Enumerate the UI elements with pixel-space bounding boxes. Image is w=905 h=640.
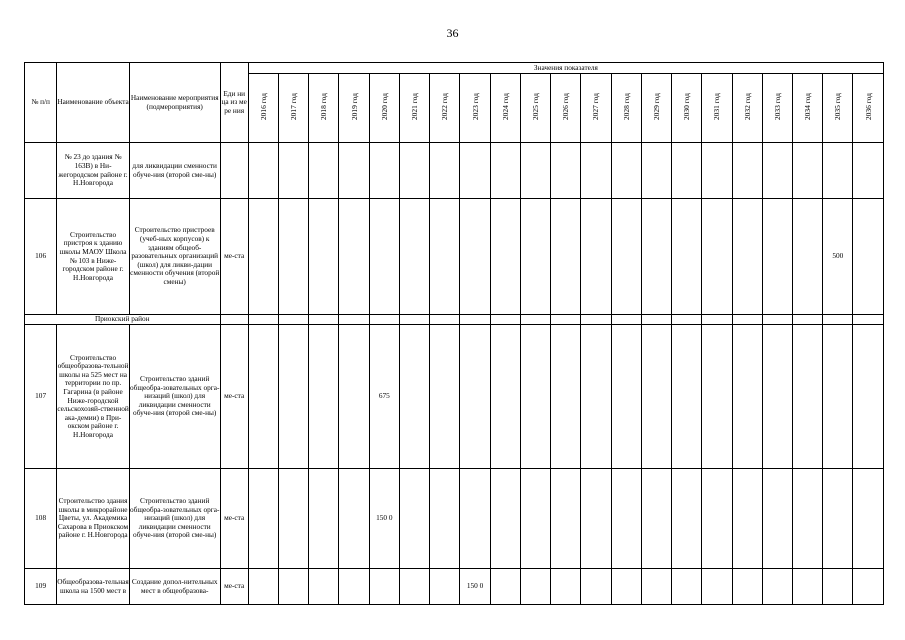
- value-cell: [793, 469, 823, 569]
- empty-cell: [460, 315, 490, 325]
- value-cell: [460, 143, 490, 199]
- empty-cell: [581, 315, 611, 325]
- value-cell: [853, 469, 884, 569]
- value-cell: [369, 143, 399, 199]
- header-year: [369, 74, 399, 143]
- empty-cell: [279, 315, 309, 325]
- header-year-label: 2023 год: [470, 93, 480, 121]
- activity-name: Строительство пристроев (учеб-ных корпусов) к зданиям общеоб-разовательных организаций (школ) для ликви-дации сменности обучения (второй смены): [129, 199, 220, 315]
- value-cell: [248, 469, 278, 569]
- page-number: 36: [446, 26, 459, 40]
- object-name: Общеобразова-тельная школа на 1500 мест в: [57, 569, 130, 605]
- value-cell: [399, 469, 429, 569]
- value-cell: [762, 569, 792, 605]
- value-cell: [309, 143, 339, 199]
- value-cell: 675: [369, 325, 399, 469]
- value-cell: [672, 325, 702, 469]
- header-year: [309, 74, 339, 143]
- header-year-label: 2034 год: [803, 93, 813, 121]
- empty-cell: [248, 315, 278, 325]
- empty-cell: [762, 315, 792, 325]
- value-cell: [611, 469, 641, 569]
- header-year: [460, 74, 490, 143]
- value-cell: [551, 325, 581, 469]
- unit-cell: ме-ста: [220, 569, 248, 605]
- value-cell: [520, 143, 550, 199]
- value-cell: [672, 143, 702, 199]
- value-cell: [490, 199, 520, 315]
- table-row: [25, 199, 884, 315]
- value-cell: [672, 569, 702, 605]
- table-row: [25, 469, 884, 569]
- value-cell: [611, 325, 641, 469]
- header-object: Наименование объекта: [57, 63, 130, 143]
- header-year: [762, 74, 792, 143]
- header-year: [551, 74, 581, 143]
- value-cell: [853, 325, 884, 469]
- value-cell: [793, 325, 823, 469]
- value-cell: [581, 469, 611, 569]
- header-year-label: 2033 год: [772, 93, 782, 121]
- value-cell: [702, 143, 732, 199]
- header-values-title: Значения показателя: [248, 63, 883, 74]
- value-cell: [551, 199, 581, 315]
- unit-cell: [220, 143, 248, 199]
- unit-cell: ме-ста: [220, 325, 248, 469]
- header-year-label: 2031 год: [712, 93, 722, 121]
- header-year: [702, 74, 732, 143]
- object-name: Строительство здания школы в микрорайоне Цветы, ул. Академика Сахарова в Приокском районе г. Н.Новгорода: [57, 469, 130, 569]
- header-year: [248, 74, 278, 143]
- header-unit: Еди ни ца из ме ре ния: [220, 63, 248, 143]
- empty-cell: [399, 315, 429, 325]
- value-cell: [279, 569, 309, 605]
- header-year-label: 2024 год: [500, 93, 510, 121]
- header-year: [430, 74, 460, 143]
- value-cell: [793, 199, 823, 315]
- header-year: [399, 74, 429, 143]
- header-year: [581, 74, 611, 143]
- header-year-label: 2035 год: [833, 93, 843, 121]
- value-cell: [611, 199, 641, 315]
- value-cell: [611, 143, 641, 199]
- value-cell: [520, 469, 550, 569]
- activity-name: Создание допол-нительных мест в общеобразова-: [129, 569, 220, 605]
- value-cell: [399, 199, 429, 315]
- value-cell: 500: [823, 199, 853, 315]
- value-cell: [520, 569, 550, 605]
- value-cell: [702, 469, 732, 569]
- value-cell: [460, 469, 490, 569]
- value-cell: [793, 569, 823, 605]
- value-cell: [339, 469, 369, 569]
- value-cell: [762, 469, 792, 569]
- value-cell: [430, 325, 460, 469]
- value-cell: [248, 569, 278, 605]
- empty-cell: [220, 315, 248, 325]
- object-name: № 23 до здания № 163В) в Ни-жегородском районе г. Н.Новгорода: [57, 143, 130, 199]
- header-year: [339, 74, 369, 143]
- header-year-label: 2022 год: [440, 93, 450, 121]
- value-cell: [430, 469, 460, 569]
- row-number: 106: [25, 199, 57, 315]
- value-cell: [702, 199, 732, 315]
- value-cell: [823, 143, 853, 199]
- value-cell: [369, 199, 399, 315]
- header-year-label: 2021 год: [410, 93, 420, 121]
- value-cell: [460, 325, 490, 469]
- header-year-label: 2018 год: [319, 93, 329, 121]
- row-number: 107: [25, 325, 57, 469]
- value-cell: [430, 199, 460, 315]
- value-cell: [702, 569, 732, 605]
- section-title: Приокский район: [25, 315, 221, 325]
- value-cell: [551, 143, 581, 199]
- value-cell: [279, 469, 309, 569]
- indicator-table: [24, 62, 884, 605]
- header-num: № п/п: [25, 63, 57, 143]
- value-cell: [399, 143, 429, 199]
- header-year-label: 2026 год: [561, 93, 571, 121]
- value-cell: [581, 569, 611, 605]
- value-cell: [581, 199, 611, 315]
- value-cell: [853, 199, 884, 315]
- value-cell: [823, 325, 853, 469]
- value-cell: [702, 325, 732, 469]
- value-cell: [732, 569, 762, 605]
- header-activity: Наименование мероприятия (подмероприятия): [129, 63, 220, 143]
- header-year: [279, 74, 309, 143]
- activity-name: для ликвидации сменности обуче-ния (второй сме-ны): [129, 143, 220, 199]
- value-cell: [339, 143, 369, 199]
- value-cell: [430, 143, 460, 199]
- empty-cell: [490, 315, 520, 325]
- empty-cell: [641, 315, 671, 325]
- empty-cell: [551, 315, 581, 325]
- value-cell: [641, 325, 671, 469]
- empty-cell: [430, 315, 460, 325]
- value-cell: [520, 199, 550, 315]
- value-cell: [399, 569, 429, 605]
- empty-cell: [369, 315, 399, 325]
- header-year-label: 2016 год: [258, 93, 268, 121]
- row-number: 109: [25, 569, 57, 605]
- header-year-label: 2028 год: [621, 93, 631, 121]
- header-year: [672, 74, 702, 143]
- empty-cell: [309, 315, 339, 325]
- value-cell: [853, 143, 884, 199]
- unit-cell: ме-ста: [220, 199, 248, 315]
- value-cell: [490, 325, 520, 469]
- header-year: [490, 74, 520, 143]
- value-cell: [279, 143, 309, 199]
- empty-cell: [339, 315, 369, 325]
- value-cell: 150 0: [460, 569, 490, 605]
- value-cell: [430, 569, 460, 605]
- value-cell: [339, 325, 369, 469]
- empty-cell: [702, 315, 732, 325]
- object-name: Строительство общеобразова-тельной школы на 525 мест на территории по пр. Гагарина (в районе Ниже-городской сельскохозяй-ственной ака-демии) в При-окском районе г. Н.Новгорода: [57, 325, 130, 469]
- header-year: [853, 74, 884, 143]
- header-year: [732, 74, 762, 143]
- value-cell: [309, 469, 339, 569]
- empty-cell: [611, 315, 641, 325]
- value-cell: [309, 325, 339, 469]
- unit-cell: ме-ста: [220, 469, 248, 569]
- empty-cell: [823, 315, 853, 325]
- empty-cell: [732, 315, 762, 325]
- value-cell: [823, 569, 853, 605]
- value-cell: [581, 143, 611, 199]
- value-cell: [551, 469, 581, 569]
- row-number: [25, 143, 57, 199]
- header-year-label: 2017 год: [289, 93, 299, 121]
- header-year-label: 2036 год: [863, 93, 873, 121]
- value-cell: [248, 325, 278, 469]
- header-year: [641, 74, 671, 143]
- value-cell: [641, 569, 671, 605]
- header-year: [793, 74, 823, 143]
- value-cell: [641, 199, 671, 315]
- value-cell: [823, 469, 853, 569]
- header-year-label: 2020 год: [379, 93, 389, 121]
- value-cell: [520, 325, 550, 469]
- value-cell: [460, 199, 490, 315]
- value-cell: [762, 143, 792, 199]
- empty-cell: [672, 315, 702, 325]
- value-cell: [732, 143, 762, 199]
- value-cell: [490, 469, 520, 569]
- value-cell: [339, 569, 369, 605]
- header-year: [823, 74, 853, 143]
- value-cell: [732, 469, 762, 569]
- value-cell: [793, 143, 823, 199]
- value-cell: [732, 325, 762, 469]
- value-cell: [732, 199, 762, 315]
- value-cell: [339, 199, 369, 315]
- empty-cell: [793, 315, 823, 325]
- value-cell: [248, 143, 278, 199]
- table-row: [25, 143, 884, 199]
- header-year-label: 2029 год: [651, 93, 661, 121]
- value-cell: [672, 469, 702, 569]
- value-cell: [641, 469, 671, 569]
- value-cell: [672, 199, 702, 315]
- value-cell: [611, 569, 641, 605]
- value-cell: [853, 569, 884, 605]
- value-cell: [279, 199, 309, 315]
- value-cell: [641, 143, 671, 199]
- value-cell: [762, 199, 792, 315]
- value-cell: [309, 569, 339, 605]
- value-cell: [762, 325, 792, 469]
- empty-cell: [853, 315, 884, 325]
- header-year: [611, 74, 641, 143]
- value-cell: [551, 569, 581, 605]
- value-cell: [490, 143, 520, 199]
- value-cell: [248, 199, 278, 315]
- value-cell: [490, 569, 520, 605]
- header-year-label: 2032 год: [742, 93, 752, 121]
- object-name: Строительство пристроя к зданию школы МАОУ Школа № 103 в Ниже-городском районе г. Н.Новгорода: [57, 199, 130, 315]
- value-cell: [309, 199, 339, 315]
- value-cell: [369, 569, 399, 605]
- row-number: 108: [25, 469, 57, 569]
- header-year-label: 2019 год: [349, 93, 359, 121]
- header-year: [520, 74, 550, 143]
- value-cell: [399, 325, 429, 469]
- activity-name: Строительство зданий общеобра-зовательных орга-низаций (школ) для ликвидации сменности обуче-ния (второй сме-ны): [129, 469, 220, 569]
- activity-name: Строительство зданий общеобра-зовательных орга-низаций (школ) для ликвидации сменности обуче-ния (второй сме-ны): [129, 325, 220, 469]
- empty-cell: [520, 315, 550, 325]
- table-row: [25, 569, 884, 605]
- header-year-label: 2027 год: [591, 93, 601, 121]
- table-row: [25, 325, 884, 469]
- value-cell: [581, 325, 611, 469]
- section-row: [25, 315, 884, 325]
- header-year-label: 2025 год: [531, 93, 540, 121]
- header-year-label: 2030 год: [682, 93, 692, 121]
- value-cell: [279, 325, 309, 469]
- value-cell: 150 0: [369, 469, 399, 569]
